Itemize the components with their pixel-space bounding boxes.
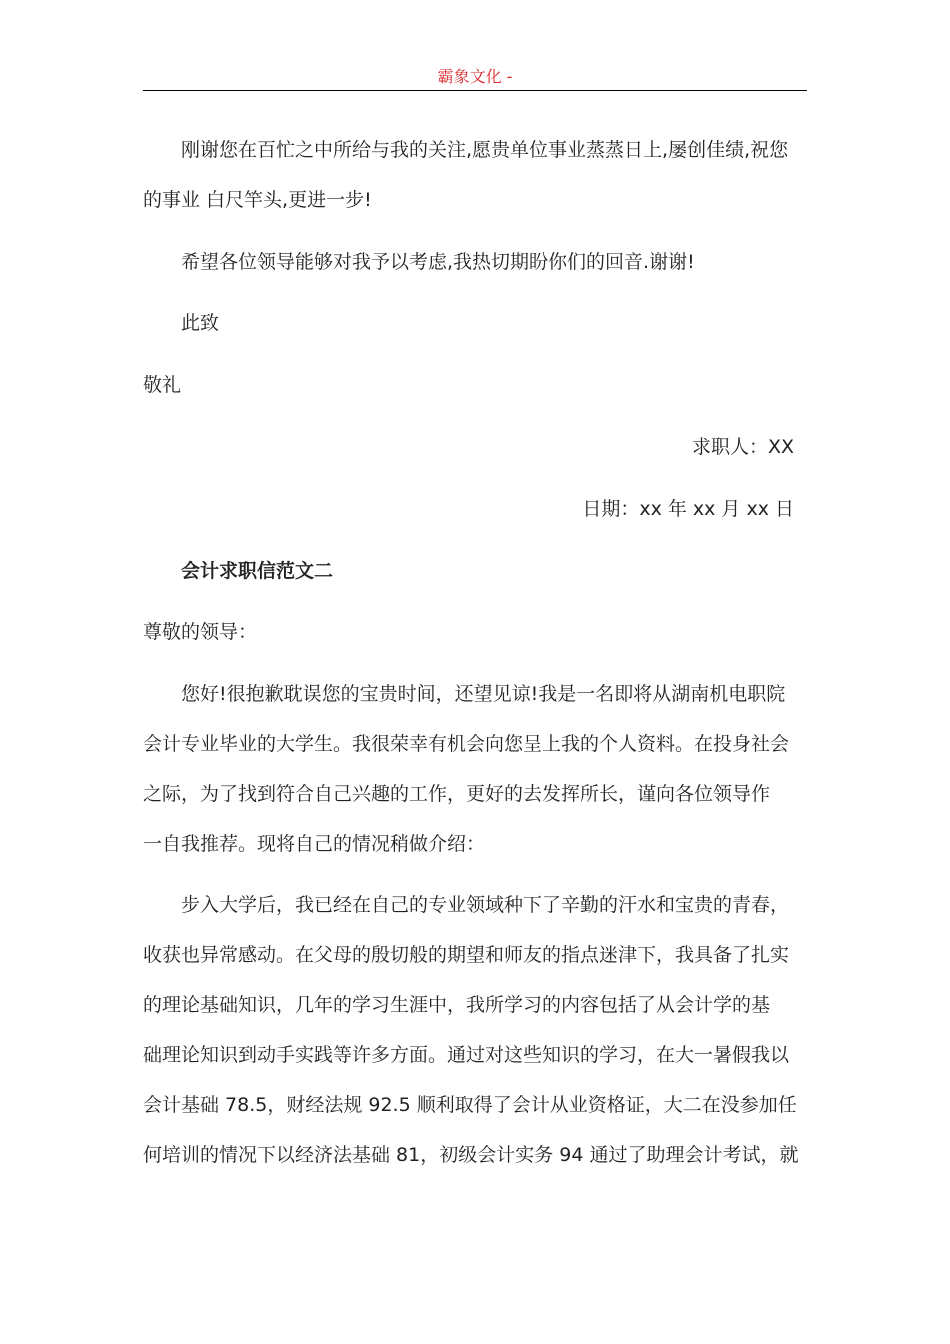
paragraph-thanks-line-2: 的事业 白尺竿头,更进一步! bbox=[143, 189, 372, 211]
paragraph-study-line-5: 会计基础 78.5，财经法规 92.5 顺利取得了会计从业资格证，大二在没参加任 bbox=[143, 1094, 797, 1116]
closing-cizhi: 此致 bbox=[181, 312, 220, 334]
date: 日期：xx 年 xx 月 xx 日 bbox=[582, 498, 794, 520]
paragraph-intro-line-3: 之际，为了找到符合自己兴趣的工作，更好的去发挥所长，谨向各位领导作 bbox=[143, 783, 771, 805]
paragraph-study-line-4: 础理论知识到动手实践等许多方面。通过对这些知识的学习，在大一暑假我以 bbox=[143, 1044, 790, 1066]
paragraph-study-line-2: 收获也异常感动。在父母的殷切般的期望和师友的指点迷津下，我具备了扎实 bbox=[143, 944, 790, 966]
section-title: 会计求职信范文二 bbox=[181, 560, 334, 582]
signature: 求职人：XX bbox=[691, 436, 794, 458]
paragraph-intro-line-2: 会计专业毕业的大学生。我很荣幸有机会向您呈上我的个人资料。在投身社会 bbox=[143, 733, 790, 755]
closing-jingli: 敬礼 bbox=[143, 374, 182, 396]
paragraph-intro-line-1: 您好!很抱歉耽误您的宝贵时间，还望见谅!我是一名即将从湖南机电职院 bbox=[181, 683, 786, 705]
paragraph-study-line-6: 何培训的情况下以经济法基础 81，初级会计实务 94 通过了助理会计考试，就 bbox=[143, 1144, 799, 1166]
header-title: 霸象文化 - bbox=[437, 67, 513, 86]
header-divider bbox=[143, 90, 807, 91]
paragraph-study-line-1: 步入大学后，我已经在自己的专业领域种下了辛勤的汗水和宝贵的青春， bbox=[181, 894, 790, 916]
paragraph-intro-line-4: 一自我推荐。现将自己的情况稍做介绍： bbox=[143, 833, 486, 855]
paragraph-hope: 希望各位领导能够对我予以考虑,我热切期盼你们的回音.谢谢! bbox=[181, 251, 695, 273]
paragraph-thanks-line-1: 刚谢您在百忙之中所给与我的关注,愿贵单位事业蒸蒸日上,屡创佳绩,祝您 bbox=[181, 139, 789, 161]
salutation: 尊敬的领导： bbox=[143, 621, 258, 643]
paragraph-study-line-3: 的理论基础知识，几年的学习生涯中，我所学习的内容包括了从会计学的基 bbox=[143, 994, 771, 1016]
